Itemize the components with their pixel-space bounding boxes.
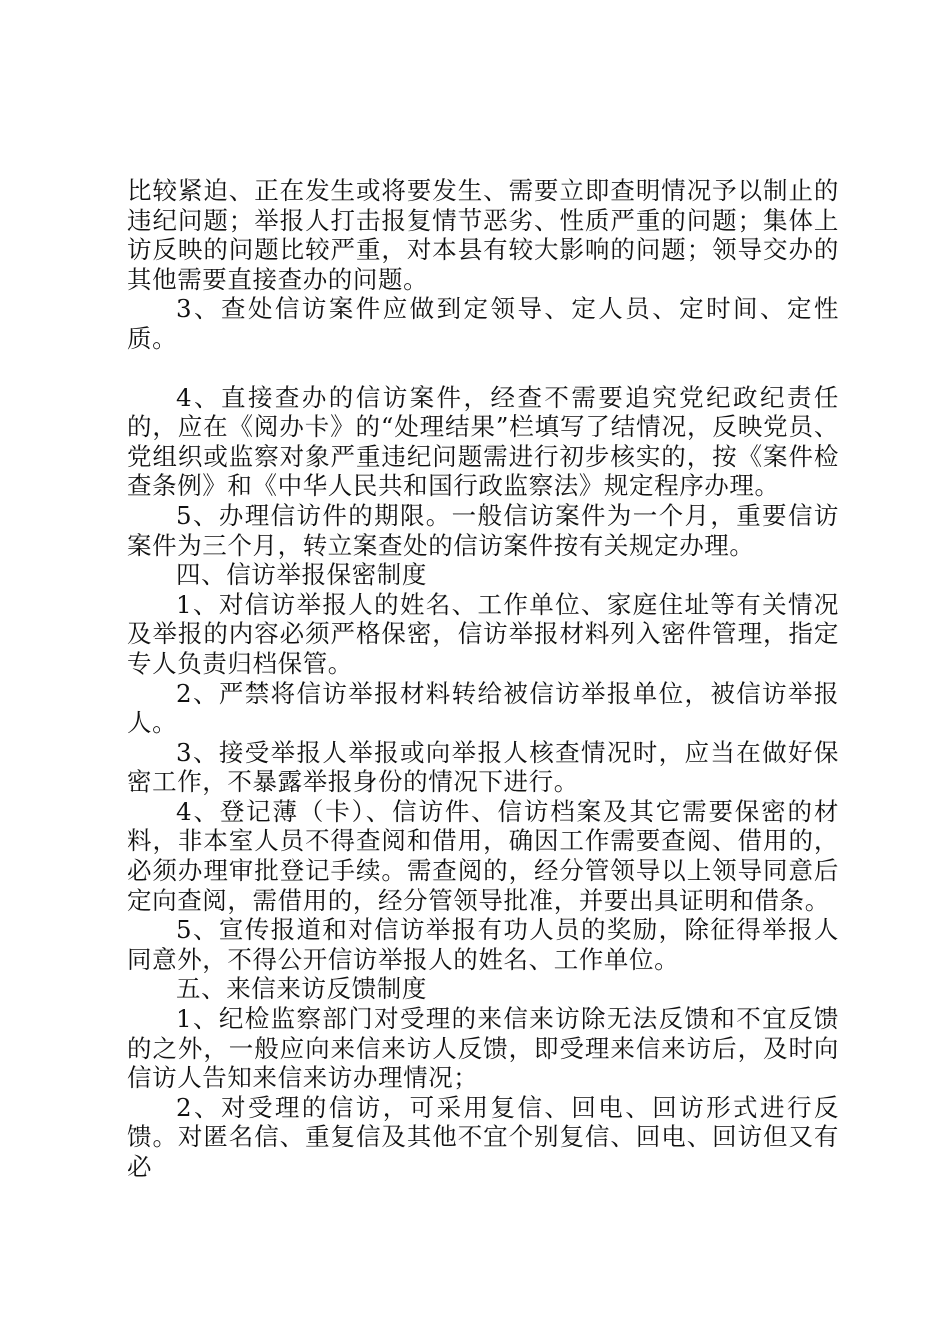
section-heading-feedback: 五、来信来访反馈制度	[176, 974, 427, 1004]
section-heading-confidentiality: 四、信访举报保密制度	[176, 560, 427, 590]
paragraph-item-5: 5、办理信访件的期限。一般信访案件为一个月，重要信访案件为三个月，转立案查处的信访案件按有关规定办理。	[127, 500, 839, 560]
paragraph-confidentiality-3: 3、接受举报人举报或向举报人核查情况时，应当在做好保密工作，不暴露举报身份的情况下进行。	[127, 737, 839, 797]
paragraph-feedback-1: 1、纪检监察部门对受理的来信来访除无法反馈和不宜反馈的之外，一般应向来信来访人反馈，即受理来信来访后，及时向信访人告知来信来访办理情况；	[127, 1004, 839, 1093]
paragraph-confidentiality-2: 2、严禁将信访举报材料转给被信访举报单位，被信访举报人。	[127, 678, 839, 738]
paragraph-continuation: 比较紧迫、正在发生或将要发生、需要立即查明情况予以制止的违纪问题；举报人打击报复情节恶劣、性质严重的问题；集体上访反映的问题比较严重，对本县有较大影响的问题；领导交办的其他需要直接查办的问题。	[127, 176, 839, 294]
paragraph-confidentiality-4: 4、登记薄（卡）、信访件、信访档案及其它需要保密的材料，非本室人员不得查阅和借用，确因工作需要查阅、借用的，必须办理审批登记手续。需查阅的，经分管领导以上领导同意后定向查阅，需借用的，经分管领导批准，并要出具证明和借条。	[127, 796, 839, 915]
document-body	[127, 176, 839, 1182]
paragraph-feedback-2: 2、对受理的信访，可采用复信、回电、回访形式进行反馈。对匿名信、重复信及其他不宜个别复信、回电、回访但又有必	[127, 1092, 839, 1181]
paragraph-confidentiality-1: 1、对信访举报人的姓名、工作单位、家庭住址等有关情况及举报的内容必须严格保密，信访举报材料列入密件管理，指定专人负责归档保管。	[127, 589, 839, 678]
paragraph-confidentiality-5: 5、宣传报道和对信访举报有功人员的奖励，除征得举报人同意外，不得公开信访举报人的姓名、工作单位。	[127, 915, 839, 974]
paragraph-item-4: 4、直接查办的信访案件，经查不需要追究党纪政纪责任的，应在《阅办卡》的“处理结果”栏填写了结情况，反映党员、党组织或监察对象严重违纪问题需进行初步核实的，按《案件检查条例》和《中华人民共和国行政监察法》规定程序办理。	[127, 382, 839, 501]
paragraph-item-3: 3、查处信访案件应做到定领导、定人员、定时间、定性质。	[127, 294, 839, 353]
paragraph-spacer	[127, 354, 839, 383]
